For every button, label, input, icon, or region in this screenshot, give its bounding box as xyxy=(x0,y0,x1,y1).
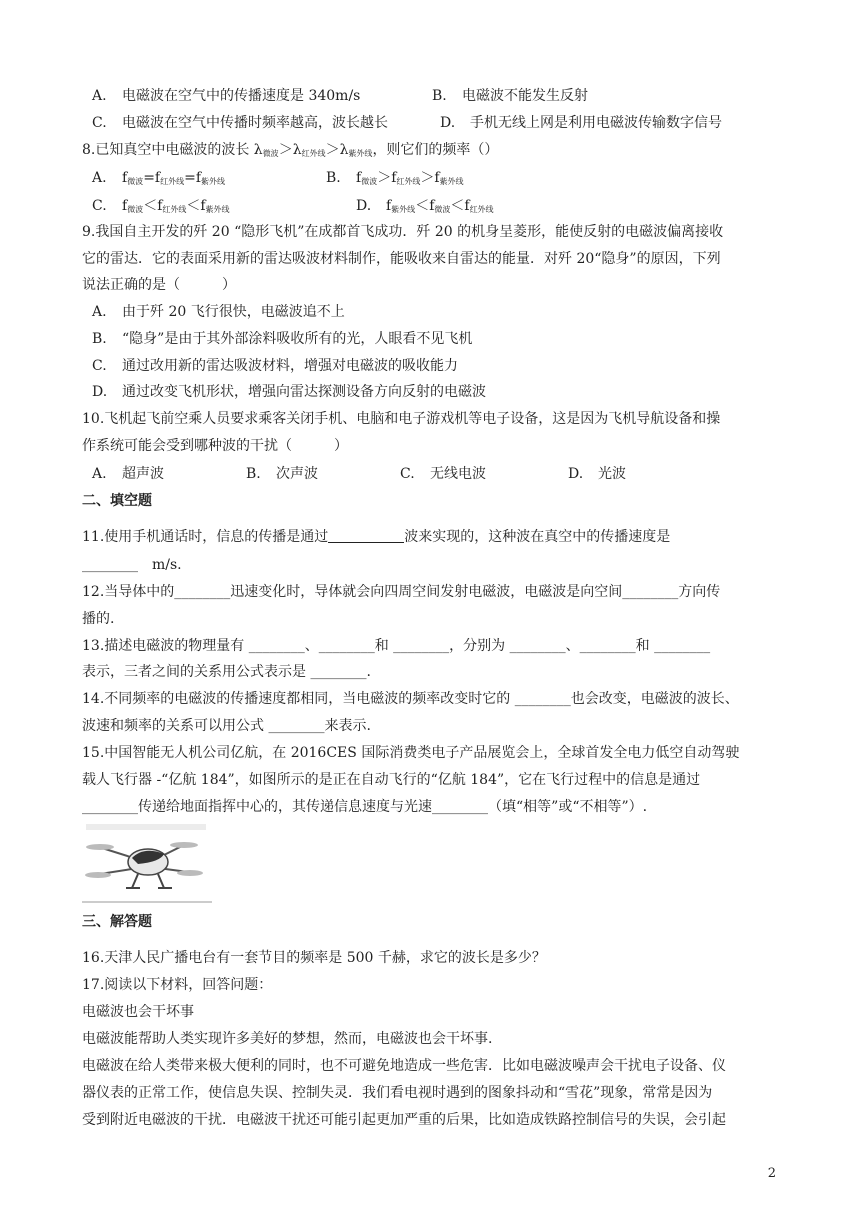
q17-passage-p1: 电磁波能帮助人类实现许多美好的梦想，然而，电磁波也会干坏事. xyxy=(82,1031,493,1047)
q9-stem-line2: 它的雷达．它的表面采用新的雷达吸波材料制作，能吸收来自雷达的能量．对歼 20“隐身”的原因，下列 xyxy=(82,251,721,267)
q9-option-b: B. “隐身”是由于其外部涂料吸收所有的光，人眼看不见飞机 xyxy=(92,331,473,347)
q7-option-b xyxy=(432,86,588,106)
q15-stem-line1: 15.中国智能无人机公司亿航，在 2016CES 国际消费类电子产品展览会上，全球首发全电力低空自动驾驶 xyxy=(82,745,740,761)
q11-stem-line1: 11.使用手机通话时，信息的传播是通过 波来实现的，这种波在真空中的传播速度是 xyxy=(82,529,671,545)
q9-option-c: C. 通过改用新的雷达吸波材料，增强对电磁波的吸收能力 xyxy=(92,358,458,374)
option-text: 电磁波不能发生反射 xyxy=(462,88,588,104)
option-label: A. xyxy=(92,88,107,104)
q17-passage-p2-line1: 电磁波在给人类带来极大便利的同时，也不可避免地造成一些危害．比如电磁波噪声会干扰电子设备、仪 xyxy=(82,1058,726,1074)
q8-stem: 8.已知真空中电磁波的波长 $\lambda_{微波}>\lambda_{红外线}>\lambda_{紫外线}$，则它们的频率（） xyxy=(82,142,499,158)
option-label: D. xyxy=(440,115,456,131)
q10-option-c: C. 无线电波 xyxy=(400,466,486,482)
q10-option-a: A. 超声波 xyxy=(92,466,164,482)
q8-option-d: D. $f_{紫外线}<f_{微波}<f_{红外线}$ xyxy=(356,198,494,214)
section-heading-answer: 三、解答题 xyxy=(82,914,152,930)
q15-stem-line2: 载人飞行器 -“亿航 184”，如图所示的是正在自动飞行的“亿航 184”，它在飞行过程中的信息是通过 xyxy=(82,772,701,788)
q17-passage-p2-line2: 器仪表的正常工作，使信息失误、控制失灵．我们看电视时遇到的图象抖动和“雪花”现象，常常是因为 xyxy=(82,1085,713,1101)
q10-stem-line1: 10.飞机起飞前空乘人员要求乘客关闭手机、电脑和电子游戏机等电子设备，这是因为飞机导航设备和操 xyxy=(82,411,721,427)
q13-stem-line1: 13.描述电磁波的物理量有 ________、________和 ________，分别为 ________、________和 ________ xyxy=(82,638,711,654)
q9-stem-line1: 9.我国自主开发的歼 20 “隐形飞机”在成都首飞成功．歼 20 的机身呈菱形，能使反射的电磁波偏离接收 xyxy=(82,224,724,240)
option-label: C. xyxy=(92,115,107,131)
q13-stem-line2: 表示，三者之间的关系用公式表示是 ________. xyxy=(82,664,371,680)
drone-figure xyxy=(82,822,212,904)
q17-passage-p2-line3: 受到附近电磁波的干扰．电磁波干扰还可能引起更加严重的后果，比如造成铁路控制信号的失误，会引起 xyxy=(82,1112,726,1128)
answer-blank xyxy=(328,528,404,543)
q10-option-d: D. 光波 xyxy=(568,466,626,482)
q7-option-c xyxy=(92,113,388,133)
q17-passage-title: 电磁波也会干坏事 xyxy=(82,1004,194,1020)
q12-stem-line1: 12.当导体中的________迅速变化时，导体就会向四周空间发射电磁波，电磁波是向空间________方向传 xyxy=(82,584,721,600)
q14-stem-line1: 14.不同频率的电磁波的传播速度都相同，当电磁波的频率改变时它的 ________也会改变，电磁波的波长、 xyxy=(82,691,739,707)
q14-stem-line2: 波速和频率的关系可以用公式 ________来表示. xyxy=(82,718,371,734)
q17-stem: 17.阅读以下材料，回答问题： xyxy=(82,977,273,993)
q8-option-a: A. $f_{微波}=f_{红外线}=f_{紫外线}$ xyxy=(92,170,226,186)
q15-stem-line3: ________传递给地面指挥中心的，其传递信息速度与光速________（填“相等”或“不相等”）. xyxy=(82,799,648,815)
q8-option-c: C. $f_{微波}<f_{红外线}<f_{紫外线}$ xyxy=(92,198,230,214)
option-label: B. xyxy=(432,88,447,104)
option-text: 手机无线上网是利用电磁波传输数字信号 xyxy=(470,115,722,131)
page-number: 2 xyxy=(767,1166,776,1181)
q9-option-a: A. 由于歼 20 飞行很快，电磁波追不上 xyxy=(92,304,345,320)
option-text: 电磁波在空气中传播时频率越高，波长越长 xyxy=(122,115,388,131)
q8-option-b: B. $f_{微波}>f_{红外线}>f_{紫外线}$ xyxy=(326,170,464,186)
q12-stem-line2: 播的. xyxy=(82,611,115,627)
q9-option-d: D. 通过改变飞机形状，增强向雷达探测设备方向反射的电磁波 xyxy=(92,384,486,400)
q9-stem-line3: 说法正确的是（ ） xyxy=(82,277,236,293)
q7-option-a xyxy=(92,86,360,106)
q16-stem: 16.天津人民广播电台有一套节目的频率是 500 千赫，求它的波长是多少？ xyxy=(82,950,546,966)
option-text: 电磁波在空气中的传播速度是 340m/s xyxy=(122,88,361,104)
section-heading-fill-in: 二、填空题 xyxy=(82,493,152,509)
q10-stem-line2: 作系统可能会受到哪种波的干扰（ ） xyxy=(82,438,348,454)
q11-stem-line2: ________ m/s. xyxy=(82,557,182,573)
q7-option-d xyxy=(440,113,722,133)
q10-option-b: B. 次声波 xyxy=(246,466,318,482)
